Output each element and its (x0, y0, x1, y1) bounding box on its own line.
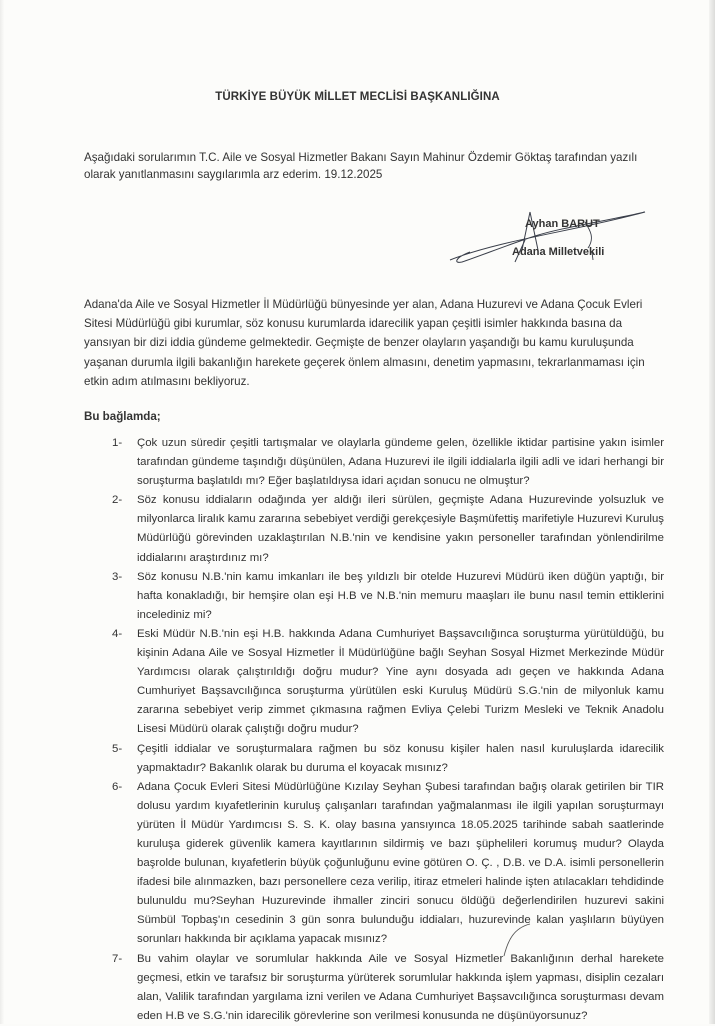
question-list (84, 434, 664, 1026)
pen-stroke-mark-icon (500, 920, 540, 960)
question-item (84, 778, 664, 950)
signatory-name: Ayhan BARUT (525, 218, 600, 230)
question-text: Çeşitli iddialar ve soruşturmalara rağmen bu söz konusu kişiler halen nasıl kuruluşlarda idarecilik yapmaktadır? Bakanlık olarak bu duruma el koyacak mısınız? (137, 742, 664, 774)
question-item (84, 434, 664, 491)
question-item (84, 568, 664, 625)
question-number: 6- (112, 780, 123, 793)
question-number: 5- (112, 742, 123, 755)
question-item (84, 950, 664, 1026)
question-item (84, 740, 664, 778)
document-title: TÜRKİYE BÜYÜK MİLLET MECLİSİ BAŞKANLIĞINA (215, 91, 500, 103)
question-text: Söz konusu iddiaların odağında yer aldığı ileri sürülen, geçmişte Adana Huzurevinde yolsuzluk ve milyonlarca liralık kamu zararına sebebiyet verdiği gerekçesiyle Başmüfettiş marifetiyle Huzurevi Kuruluş Müdürlüğü görevinden uzaklaştırılan N.B.'nin ve kendisine yakın personeller tarafından yönlendirilme iddialarını araştırdınız mı? (137, 494, 664, 564)
signatory-title: Adana Milletvekili (512, 246, 605, 258)
context-paragraph: Adana'da Aile ve Sosyal Hizmetler İl Müdürlüğü bünyesinde yer alan, Adana Huzurevi ve Adana Çocuk Evleri Sitesi Müdürlüğü gibi kurumlar, söz konusu kurumlarda idarecilik yapan çeşitli isimler hakkında basına da yansıyan bir dizi iddia gündeme gelmektedir. Geçmişte de benzer olayların yaşandığı bu kamu kuruluşunda yaşanan durumla ilgili bakanlığın harekete geçerek önlem almasını, denetim yapmasını, tekrarlanmaması için etkin adım atılmasını bekliyoruz. (84, 298, 645, 388)
question-text: Adana Çocuk Evleri Sitesi Müdürlüğüne Kızılay Seyhan Şubesi tarafından bağış olarak getirilen bir TIR dolusu yardım kıyafetlerinin kuruluş çalışanları tarafından yağmalanması ile ilgili yapılan soruşturmayı yürüten İl Müdür Yardımcısı S. S. K. olay basına yansıyınca 18.05.2025 tarihinde sabah saatlerinde kuruluşa giderek güvenlik kamera kayıtlarının sildirmiş ve bazı şüphelileri korumuş mudur? Olayda başrolde bulunan, kıyafetlerin büyük çoğunluğunu evine götüren O. Ç. , D.B. ve D.A. isimli personellerin ifadesi bile alınmazken, bazı personellere ceza verilip, itiraz etmeleri halinde işten atılacakları tehdidinde bulunuldu mu?Seyhan Huzurevinde ihmaller zinciri sonucu öldüğü değerlendirilen huzurevi sakini Sümbül Topbaş'ın cesedinin 3 gün sonra bulunduğu iddiaları, huzurevinde kalan yaşlıların büyüyen sorunları hakkında bir açıklama yapacak mısınız? (137, 780, 664, 946)
question-text: Söz konusu N.B.'nin kamu imkanları ile beş yıldızlı bir otelde Huzurevi Müdürü iken düğün yaptığı, bir hafta konakladığı, bir hemşire olan eşi H.B ve N.B.'nin memuru maaşları ile bunu nasıl temin ettiklerini incelediniz mi? (137, 570, 664, 621)
page-edge-left (0, 0, 4, 1024)
question-text: Bu vahim olaylar ve sorumlular hakkında Aile ve Sosyal Hizmetler Bakanlığının derhal harekete geçmesi, etkin ve tarafsız bir soruşturma yürüterek sorumlular hakkında işlem yapması, disiplin cezaları alan, Valilik tarafından yargılama izni verilen ve Adana Cumhuriyet Başsavcılığınca soruşturması devam eden H.B ve S.G.'nin idarecilik görevlerine son verilmesi konusunda ne düşünüyorsunuz? (137, 952, 664, 1022)
signature-block (440, 200, 690, 280)
question-number: 4- (112, 627, 123, 640)
intro-paragraph: Aşağıdaki sorularımın T.C. Aile ve Sosyal Hizmetler Bakanı Sayın Mahinur Özdemir Göktaş tarafından yazılı olarak yanıtlanmasını saygılarımla arz ederim. 19.12.2025 (84, 151, 638, 181)
question-text: Eski Müdür N.B.'nin eşi H.B. hakkında Adana Cumhuriyet Başsavcılığınca soruşturma yürütüldüğü, bu kişinin Adana Aile ve Sosyal Hizmetler İl Müdürlüğüne bağlı Seyhan Sosyal Hizmet Merkezinde Müdür Yardımcısı olarak çalıştırıldığı doğru mudur? Yine aynı dosyada adı geçen ve hakkında Adana Cumhuriyet Başsavcılığınca soruşturma yürütülen eski Kuruluş Müdürü S.G.'nin de milyonluk kamu zararına sebebiyet verip zimmet çıkmasına rağmen Evliya Çelebi Turizm Mesleki ve Teknik Anadolu Lisesi Müdürü olarak çalıştığı doğru mudur? (137, 627, 664, 736)
handwritten-signature-icon (440, 200, 690, 280)
question-number: 3- (112, 570, 123, 583)
question-number: 7- (112, 952, 123, 965)
question-item (84, 491, 664, 567)
question-item (84, 625, 664, 740)
context-label: Bu bağlamda; (84, 410, 161, 423)
question-number: 2- (112, 494, 123, 507)
question-number: 1- (112, 437, 123, 449)
page-edge-right (709, 0, 715, 1024)
question-text: Çok uzun süredir çeşitli tartışmalar ve olaylarla gündeme gelen, özellikle iktidar partisine yakın isimler tarafından gündeme taşındığı düşünülen, Adana Huzurevi ile ilgili iddialarla ilgili adli ve idari herhangi bir soruşturma başlatıldı mı? Eğer başlatıldıysa idari açıdan sonucu ne olmuştur? (137, 437, 664, 488)
